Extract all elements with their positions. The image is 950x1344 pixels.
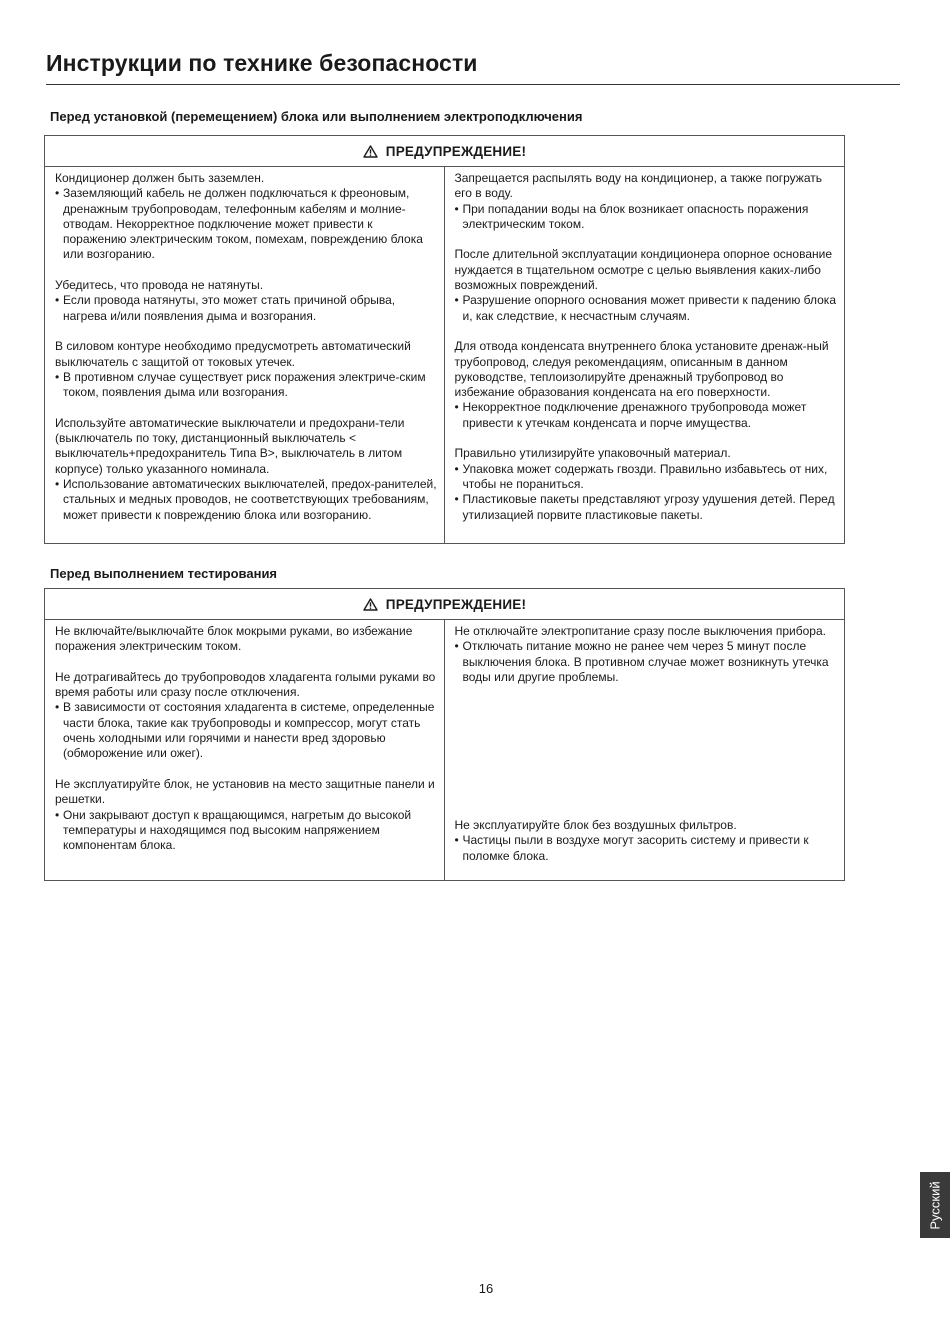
language-tab [920,1172,950,1238]
instruction-lead: В силовом контуре необходимо предусмотреть автоматический выключатель с защитой от токовых утечек. [55,339,411,369]
instruction-block [455,624,839,685]
section2-warning-box [44,588,845,881]
instruction-block [55,339,438,400]
instruction-lead: Не отключайте электропитание сразу после выключения прибора. [454,624,826,638]
section1-right-column [445,167,845,543]
page-title: Инструкции по технике безопасности [46,50,478,76]
instruction-bullet: • Заземляющий кабель не должен подключаться к фреоновым, дренажным трубопроводам, телефонным кабелям и молние-отводам. Некорректное подключение может привести к поражению электрическим током, помехам, повреждению блока или возгоранию. [55,186,438,262]
instruction-lead: Не включайте/выключайте блок мокрыми руками, во избежание поражения электрическим током. [55,624,413,654]
instruction-lead: После длительной эксплуатации кондиционера опорное основание нуждается в тщательном осмотре с целью выявления каких-либо возможных повреждений. [454,247,833,293]
instruction-block [455,247,839,323]
instruction-block [455,818,839,864]
warning-triangle-icon [363,598,378,611]
section1-warning-box [44,135,845,544]
instruction-bullet: • В противном случае существует риск поражения электриче-ским током, появления дыма или возгорания. [55,370,438,401]
instruction-bullet: • При попадании воды на блок возникает опасность поражения электрическим током. [455,202,839,233]
instruction-lead: Для отвода конденсата внутреннего блока установите дренаж-ный трубопровод, следуя рекомендациям, описанным в данном руководстве, теплоизолируйте дренажный трубопровод во избежание образования конденсата на его поверхности. [454,339,829,400]
instruction-block [55,278,438,324]
instruction-bullet: • Разрушение опорного основания может привести к падению блока и, как следствие, к несчастным случаям. [455,293,839,324]
instruction-lead: Кондиционер должен быть заземлен. [55,171,265,185]
instruction-bullet: • Пластиковые пакеты представляют угрозу удушения детей. Перед утилизацией порвите пластиковые пакеты. [455,492,839,523]
instruction-lead: Не эксплуатируйте блок без воздушных фильтров. [454,818,737,832]
language-tab-label: Русский [927,1180,943,1230]
instruction-block [455,171,839,232]
instruction-lead: Правильно утилизируйте упаковочный материал. [454,446,731,461]
instruction-bullet: • В зависимости от состояния хладагента в системе, определенные части блока, такие как трубопроводы и компрессор, могут стать очень холодными или горячими и нанести вред здоровью (обморожение или ожег). [55,700,438,761]
instruction-block [455,446,839,522]
instruction-bullet: • Они закрывают доступ к вращающимся, нагретым до высокой температуры и находящимся под высоким напряжением компонентам блока. [55,808,438,854]
instruction-block [55,624,438,655]
section2-heading: Перед выполнением тестирования [50,566,278,581]
instruction-block [55,670,438,762]
instruction-bullet: • Если провода натянуты, это может стать причиной обрыва, нагрева и/или появления дыма и возгорания. [55,293,438,324]
instruction-lead: Используйте автоматические выключатели и предохрани-тели (выключатель по току, дистанционный выключатель < выключатель+предохранитель Типа B>, выключатель в литом корпусе) только указанного номинала. [55,415,405,476]
section1-left-column [45,167,445,543]
instruction-block [55,416,438,523]
instruction-lead: Убедитесь, что провода не натянуты. [55,278,264,293]
instruction-lead: Не дотрагивайтесь до трубопроводов хладагента голыми руками во время работы или сразу после отключения. [55,669,436,700]
instruction-block [455,339,839,431]
section2-warning-header [45,589,844,620]
warning-label: ПРЕДУПРЕЖДЕНИЕ! [385,596,527,612]
warning-triangle-icon [363,145,378,158]
instruction-block [55,777,438,853]
section1-warning-header [45,136,844,167]
title-divider [46,84,900,85]
section2-right-column [445,620,845,880]
page-number: 16 [478,1281,494,1296]
instruction-bullet: • Частицы пыли в воздухе могут засорить систему и привести к поломке блока. [455,833,839,864]
instruction-lead: Запрещается распылять воду на кондиционер, а также погружать его в воду. [454,171,822,201]
instruction-block [55,171,438,263]
instruction-bullet: • Использование автоматических выключателей, предох-ранителей, стальных и медных проводов, не соответствующих требованиям, может привести к повреждению блока или возгоранию. [55,477,438,523]
warning-label: ПРЕДУПРЕЖДЕНИЕ! [385,143,527,159]
instruction-bullet: • Некорректное подключение дренажного трубопровода может привести к утечкам конденсата и порче имущества. [455,400,839,431]
instruction-bullet: • Отключать питание можно не ранее чем через 5 минут после выключения блока. В противном случае может возникнуть утечка воды или другие проблемы. [455,639,839,685]
section2-left-column [45,620,445,880]
instruction-bullet: • Упаковка может содержать гвозди. Правильно избавьтесь от них, чтобы не пораниться. [455,462,839,493]
instruction-lead: Не эксплуатируйте блок, не установив на место защитные панели и решетки. [55,776,435,807]
section1-heading: Перед установкой (перемещением) блока или выполнением электроподключения [50,109,583,124]
